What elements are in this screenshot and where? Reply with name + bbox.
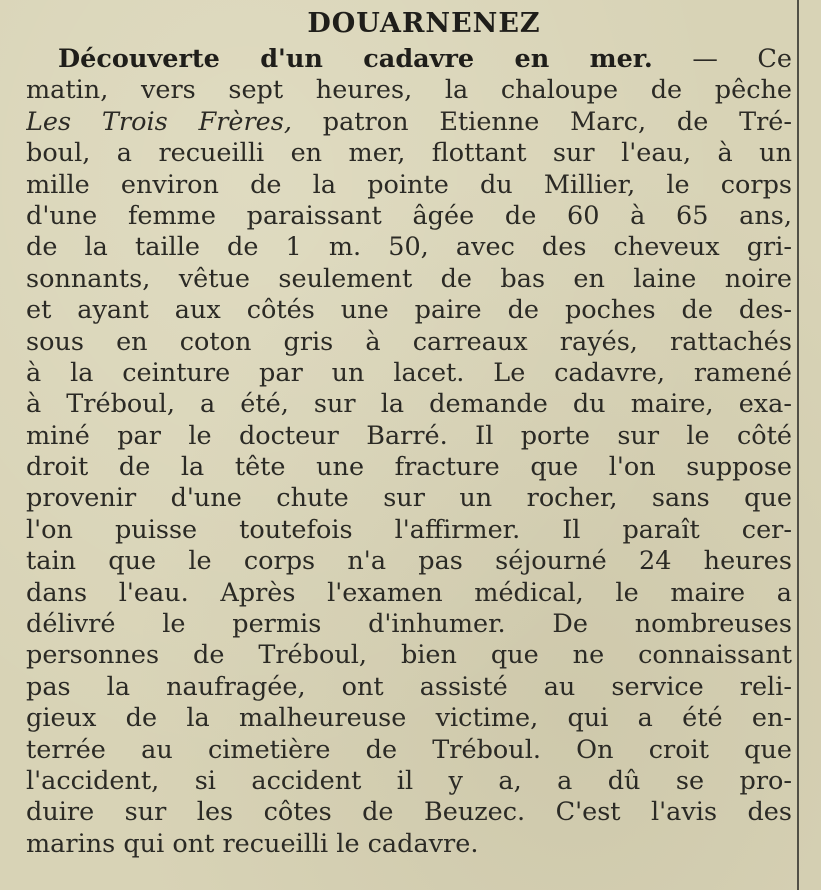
- article-line: l'accident, si accident il y a, a dû se pro-: [26, 765, 792, 796]
- article-line: sous en coton gris à carreaux rayés, rattachés: [26, 326, 792, 357]
- article-line: pas la naufragée, ont assisté au service reli-: [26, 671, 792, 702]
- article-line: personnes de Tréboul, bien que ne connaissant: [26, 640, 792, 671]
- article-line: gieux de la malheureuse victime, qui a été en-: [26, 703, 792, 734]
- article-line: dans l'eau. Après l'examen médical, le maire a: [26, 577, 792, 608]
- article-line: à la ceinture par un lacet. Le cadavre, ramené: [26, 357, 792, 388]
- article-line: et ayant aux côtés une paire de poches de des-: [26, 295, 792, 326]
- article-line: d'une femme paraissant âgée de 60 à 65 ans,: [26, 200, 792, 231]
- article-line-text: patron Etienne Marc, de Tré-: [291, 106, 792, 137]
- article-line: boul, a recueilli en mer, flottant sur l'eau, à un: [26, 138, 792, 169]
- article-line: matin, vers sept heures, la chaloupe de pêche: [26, 75, 792, 106]
- article-line-text: — Ce: [652, 44, 792, 74]
- article-line: duire sur les côtes de Beuzec. C'est l'avis des: [26, 797, 792, 828]
- article-line: mille environ de la pointe du Millier, le corps: [26, 169, 792, 200]
- article-line: droit de la tête une fracture que l'on suppose: [26, 452, 792, 483]
- section-title: DOUARNENEZ: [307, 8, 541, 39]
- article-line: [26, 107, 792, 138]
- article-line: délivré le permis d'inhumer. De nombreuses: [26, 609, 792, 640]
- news-column: [26, 4, 792, 860]
- article-line: sonnants, vêtue seulement de bas en laine noire: [26, 263, 792, 294]
- article-line: provenir d'une chute sur un rocher, sans que: [26, 483, 792, 514]
- article-line: de la taille de 1 m. 50, avec des cheveux gri-: [26, 232, 792, 263]
- article-line: tain que le corps n'a pas séjourné 24 heures: [26, 546, 792, 577]
- article-line: [26, 44, 792, 75]
- article-line: terrée au cimetière de Tréboul. On croit que: [26, 734, 792, 765]
- article-line: l'on puisse toutefois l'affirmer. Il paraît cer-: [26, 514, 792, 545]
- article-headline: Découverte d'un cadavre en mer.: [58, 44, 653, 74]
- boat-name: Les Trois Frères,: [26, 106, 292, 137]
- article-line: marins qui ont recueilli le cadavre.: [26, 828, 479, 859]
- column-divider: [797, 0, 799, 890]
- article-body: [26, 44, 792, 860]
- article-line: à Tréboul, a été, sur la demande du maire, exa-: [26, 389, 792, 420]
- article-line: miné par le docteur Barré. Il porte sur le côté: [26, 420, 792, 451]
